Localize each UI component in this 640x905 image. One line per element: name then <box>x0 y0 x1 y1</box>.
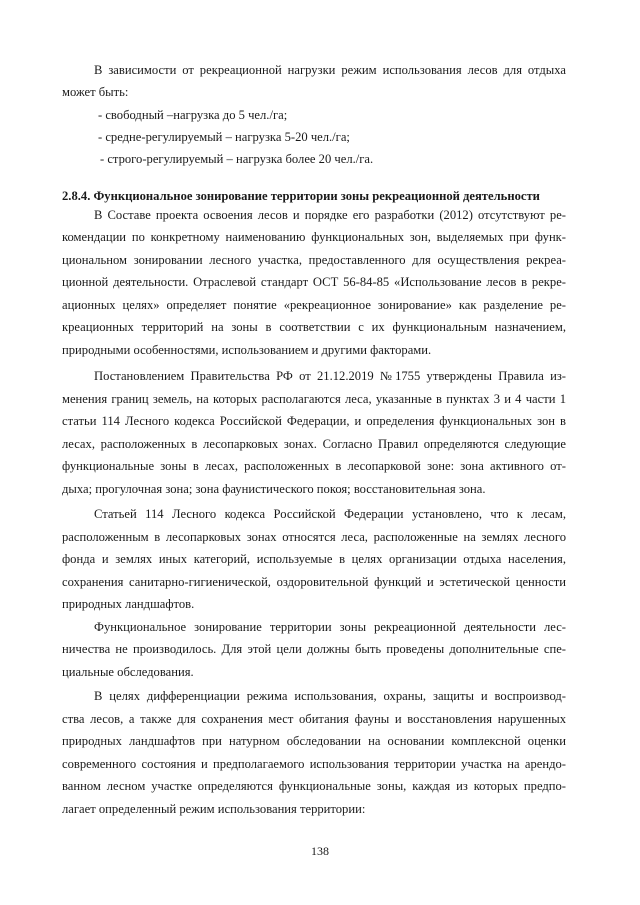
paragraph-line: Постановлением Правительства РФ от 21.12.2019 №1755 утверждены Правила из- <box>94 369 566 383</box>
paragraph-line: Статьей 114 Лесного кодекса Российской Федерации установлено, что к лесам, <box>94 507 566 521</box>
paragraph-line: ства лесов, а также для сохранения мест обитания фауны и восстановления нарушенных <box>62 712 566 726</box>
paragraph-line: природных ландшафтов. <box>62 597 195 611</box>
paragraph-line: ничества не производилось. Для этой цели должны быть проведены дополнительные спе- <box>62 642 566 656</box>
intro-line: может быть: <box>62 85 129 99</box>
paragraph-line: современного состояния и предполагаемого использования территории участка на арендо- <box>62 757 566 771</box>
intro-line: В зависимости от рекреационной нагрузки режим использования лесов для отдыха <box>94 63 566 77</box>
paragraph-line: В Составе проекта освоения лесов и порядке его разработки (2012) отсутствуют ре- <box>94 208 566 222</box>
paragraph-line: менения границ земель, на которых располагаются леса, указанные в пунктах 3 и 4 части 1 <box>62 392 566 406</box>
paragraph-line: лагает определенный режим использования территории: <box>62 802 366 816</box>
paragraph-line: ционной деятельности. Отраслевой стандарт ОСТ 56-84-85 «Использование лесов в рекре- <box>62 275 566 289</box>
paragraph-line: креационных территорий на зоны в соответствии с их функциональным назначением, <box>62 320 566 334</box>
paragraph-line: В целях дифференциации режима использования, охраны, защиты и воспроизвод- <box>94 689 566 703</box>
paragraph-line: функциональные зоны в лесах, расположенных в лесопарковой зоне: зона активного от- <box>62 459 566 473</box>
paragraph-line: Функциональное зонирование территории зоны рекреационной деятельности лес- <box>94 620 566 634</box>
list-item: - средне-регулируемый – нагрузка 5-20 чел./га; <box>98 130 350 144</box>
section-heading: 2.8.4. Функциональное зонирование территории зоны рекреационной деятельности <box>62 189 540 203</box>
paragraph-line: ванном лесном участке определяются функциональные зоны, каждая из которых предпо- <box>62 779 566 793</box>
list-item: - свободный –нагрузка до 5 чел./га; <box>98 108 288 122</box>
page-number: 138 <box>311 844 329 858</box>
paragraph-line: ационных целях» определяет понятие «рекреационное зонирование» как разделение ре- <box>62 298 566 312</box>
paragraph-line: циональном зонировании лесного участка, предоставленного для осуществления рекреа- <box>62 253 566 267</box>
paragraph-line: комендации по конкретному наименованию функциональных зон, выделяемых при функ- <box>62 230 566 244</box>
paragraph-line: статьи 114 Лесного кодекса Российской Федерации, и определения функциональных зон в <box>62 414 566 428</box>
paragraph-line: природных ландшафтов при натурном обследовании на основании комплексной оценки <box>62 734 566 748</box>
paragraph-line: дыха; прогулочная зона; зона фаунистического покоя; восстановительная зона. <box>62 482 486 496</box>
paragraph-line: природными особенностями, использованием и другими факторами. <box>62 343 432 357</box>
paragraph-line: сохранения санитарно-гигиенической, оздоровительной функций и эстетической ценности <box>62 575 566 589</box>
paragraph-line: фонда и землях иных категорий, используемые в целях организации отдыха населения, <box>62 552 566 566</box>
paragraph-line: расположенным в лесопарковых зонах относятся леса, расположенные на землях лесного <box>62 530 566 544</box>
list-item: - строго-регулируемый – нагрузка более 20 чел./га. <box>100 152 374 166</box>
paragraph-line: циальные обследования. <box>62 665 194 679</box>
paragraph-line: лесах, расположенных в лесопарковых зонах. Согласно Правил определяются следующие <box>62 437 566 451</box>
